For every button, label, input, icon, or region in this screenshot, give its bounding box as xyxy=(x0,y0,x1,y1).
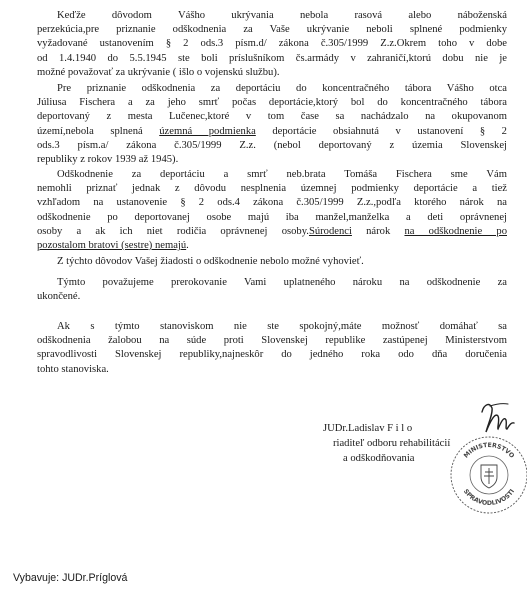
text-line: vzhľadom na ustanovenie § 2 ods.4 zákona č.305/1999 Z.z.,podľa ktorého nárok na xyxy=(37,197,507,209)
text-line: Odškodnenie za deportáciu a smrť neb.brata Tomáša Fischera sme Vám xyxy=(57,169,507,180)
text-segment: území,nebola splnená xyxy=(37,125,160,137)
paragraph-brother-deportation xyxy=(37,168,507,253)
signatory-name: JUDr.Ladislav F i l o xyxy=(323,423,413,434)
text-line: odškodnenia žalobou na súde proti Slovenskej republike zastúpenej Ministerstvom xyxy=(37,335,507,347)
text-line: Ak s týmto stanoviskom nie ste spokojný,máte možnosť domáhať sa xyxy=(57,321,507,332)
stamp-text-top: MINISTERSTVO xyxy=(462,441,516,460)
text-line xyxy=(37,125,507,139)
text-line: vyžadované ustanovením § 2 ods.3 písm.d/ zákona č.305/1999 Z.z.Okrem toho v dobe xyxy=(37,38,507,50)
text-line xyxy=(37,225,507,239)
text-line: deportovaný z mesta Lučenec,ktoré v tom čase sa nachádzalo na okupovanom xyxy=(37,111,507,123)
paragraph-conclusion xyxy=(37,255,507,269)
underlined-text: na odškodnenie po xyxy=(404,225,507,237)
paragraph-appeal xyxy=(37,320,507,377)
official-stamp xyxy=(447,431,527,515)
text-line: možné považovať za ukrývanie ( išlo o vojenskú službu). xyxy=(37,66,280,78)
text-segment: osoby a ak ich niet rodičia oprávnenej osoby. xyxy=(37,225,309,237)
signatory-title: riaditeľ odboru rehabilitácií xyxy=(333,438,451,449)
svg-text:MINISTERSTVO xyxy=(463,442,516,460)
text-line xyxy=(37,239,507,253)
text-line: republiky z rokov 1939 až 1945). xyxy=(37,154,179,166)
paragraph-father-deportation xyxy=(37,82,507,167)
text-line: ods.3 písm.a/ zákona č.305/1999 Z.z. (nebol deportovaný z územia Slovenskej xyxy=(37,139,507,151)
text-line: Keďže dôvodom Vášho ukrývania nebola rasová alebo náboženská xyxy=(57,10,507,21)
paragraph-closing xyxy=(37,276,507,304)
text-segment: deportácie obsiahnutá v ustanovení § 2 xyxy=(255,125,507,137)
signatory-title: a odškodňovania xyxy=(343,453,415,464)
svg-text:SPRAVODLIVOSTI xyxy=(462,488,516,507)
text-line: tohto stanoviska. xyxy=(37,363,109,375)
text-line: perzekúcia,pre priznanie odškodnenia za Vaše ukrývanie neboli splnené podmienky xyxy=(37,24,507,36)
text-line: Týmto považujeme prerokovanie Vami uplatneného nároku na odškodnenie za xyxy=(57,277,507,288)
text-line: nemohli priznať jednak z dôvodu nesplnenia územnej podmienky deportácie a tiež xyxy=(37,183,507,195)
text-line: ukončené. xyxy=(37,291,81,303)
underlined-text: Súrodenci xyxy=(308,225,352,237)
text-line: spravodlivosti Slovenskej republiky,najneskôr do jedného roka odo dňa doručenia xyxy=(37,349,507,361)
underlined-text: pozostalom bratovi (sestre) nemajú xyxy=(37,240,187,252)
text-line: od 1.4.1940 do 5.5.1945 ste boli príslušníkom čs.armády v zahraničí,ktorú dobu nie je xyxy=(37,52,507,64)
prepared-by: Vybavuje: JUDr.Príglová xyxy=(13,572,128,584)
text-line: Júliusa Fischera a za jeho smrť počas deportácie,ktorý bol do koncentračného tábora xyxy=(37,97,507,109)
coat-of-arms-icon xyxy=(481,465,497,488)
paragraph-hiding xyxy=(37,9,507,80)
text-line: Pre priznanie odškodnenia za deportáciu do koncentračného tábora Vášho otca xyxy=(57,83,507,94)
text-segment: . xyxy=(186,240,189,252)
underlined-text: územná podmienka xyxy=(159,125,256,137)
text-segment: nárok xyxy=(351,225,405,237)
text-line: Z týchto dôvodov Vašej žiadosti o odškodnenie nebolo možné vyhovieť. xyxy=(57,256,364,267)
stamp-text-bottom: SPRAVODLIVOSTI xyxy=(461,488,517,508)
text-line: odškodnenie po deportovanej osobe majú iba manžel,manželka a deti oprávnenej xyxy=(37,211,507,223)
